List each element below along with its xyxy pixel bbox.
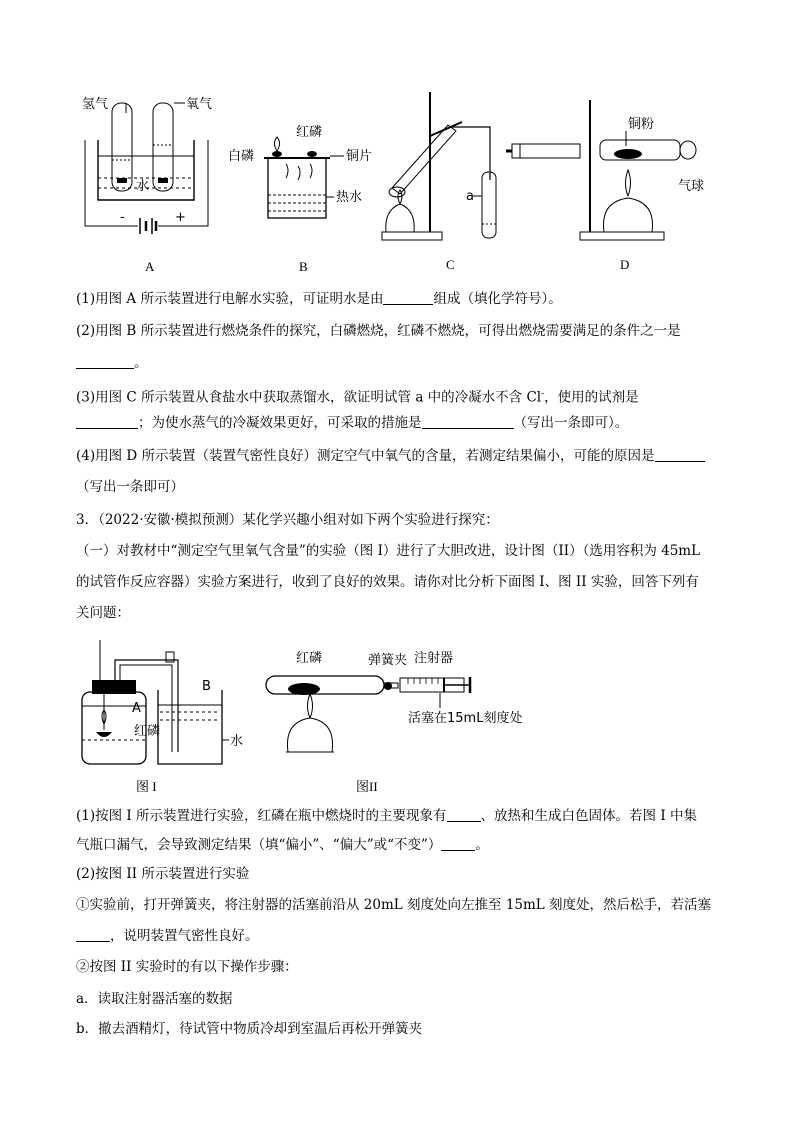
q3-s2-check2: ②按图 II 实验时的有以下操作步骤： [76,959,298,975]
label-minus: - [120,210,125,225]
q2-part3-line1: (3)用图 C 所示装置从食盐水中获取蒸馏水，欲证明试管 a 中的冷凝水不含 Cl-，使用的试剂是 [76,389,639,406]
q2-part2-line2: 。 [76,353,734,373]
label-plus: + [175,210,186,225]
label-fig1-red-phosphorus: 红磷 [134,724,161,739]
q3-intro-line1: （一）对教材中“测定空气里氧气含量”的实验（图 I）进行了大胆改进，设计图（II）（选用容积为 45mL [76,543,701,559]
label-fig2-clamp: 弹簧夹 [368,653,408,668]
answer-blank-6[interactable] [447,807,481,822]
q3-step-b: b．撤去酒精灯，待试管中物质冷却到室温后再松开弹簧夹 [76,1021,423,1037]
q2-part3-line2: ；为使水蒸气的冷凝效果更好，可采取的措施是 （写出一条即可）。 [76,413,734,433]
q3-intro-line2: 的试管作反应容器）实验方案进行，收到了良好的效果。请你对比分析下面图 I、图 II 实验，回答下列有 [76,574,699,590]
caption-fig2: 图II [356,779,378,794]
label-red-phosphorus-b: 红磷 [296,125,323,140]
q3-intro-line3: 关问题： [76,605,130,621]
caption-a: A [145,259,155,274]
label-copper-powder: 铜粉 [628,117,655,132]
q3-s2-check1-line2: ，说明装置气密性良好。 [76,926,734,946]
label-hydrogen: 氢气 [82,97,109,112]
label-fig2-red-phosphorus: 红磷 [296,651,323,666]
answer-blank-8[interactable] [76,927,110,942]
q2-part1: (1)用图 A 所示装置进行电解水实验，可证明水是由 组成（填化学符号）。 [76,291,562,307]
caption-b: B [299,259,308,274]
label-fig2-plunger: 活塞在15mL刻度处 [408,711,523,726]
label-oxygen: 氧气 [186,97,213,112]
label-hot-water: 热水 [336,190,363,205]
label-tube-a: a [466,189,474,204]
q3-step-a: a．读取注射器活塞的数据 [76,991,233,1007]
label-water-a: 水 [136,179,150,194]
label-balloon: 气球 [678,179,705,194]
answer-blank-7[interactable] [441,836,475,851]
label-white-phosphorus: 白磷 [228,149,255,164]
q3-header: 3．（2022·安徽·模拟预测）某化学兴趣小组对如下两个实验进行探究： [76,512,499,528]
q3-s2: (2)按图 II 所示装置进行实验 [76,866,250,882]
label-copper-sheet: 铜片 [346,149,373,164]
q3-s2-check1-line1: ①实验前，打开弹簧夹，将注射器的活塞前沿从 20mL 刻度处向左推至 15mL 刻度处，然后松手，若活塞 [76,897,712,913]
label-fig1-a: A [132,701,141,716]
q2-part2-line1: (2)用图 B 所示装置进行燃烧条件的探究，白磷燃烧，红磷不燃烧，可得出燃烧需要满足的条件之一是 [76,323,681,339]
q2-part4-line2: （写出一条即可） [76,479,184,495]
caption-fig1: 图 I [136,779,157,794]
caption-d: D [620,257,630,272]
label-fig2-syringe: 注射器 [414,651,454,666]
caption-c: C [446,257,455,272]
label-fig1-water: 水 [230,734,244,749]
q3-s1-line1: (1)按图 I 所示装置进行实验，红磷在瓶中燃烧时的主要现象有 、放热和生成白色固体。若图 I 中集 [76,808,697,824]
label-fig1-b: B [202,679,211,694]
q2-part4-line1: (4)用图 D 所示装置（装置气密性良好）测定空气中氧气的含量，若测定结果偏小，可能的原因是 [76,446,734,466]
q3-s1-line2: 气瓶口漏气，会导致测定结果（填“偏小”、“偏大”或“不变”） 。 [76,837,489,853]
